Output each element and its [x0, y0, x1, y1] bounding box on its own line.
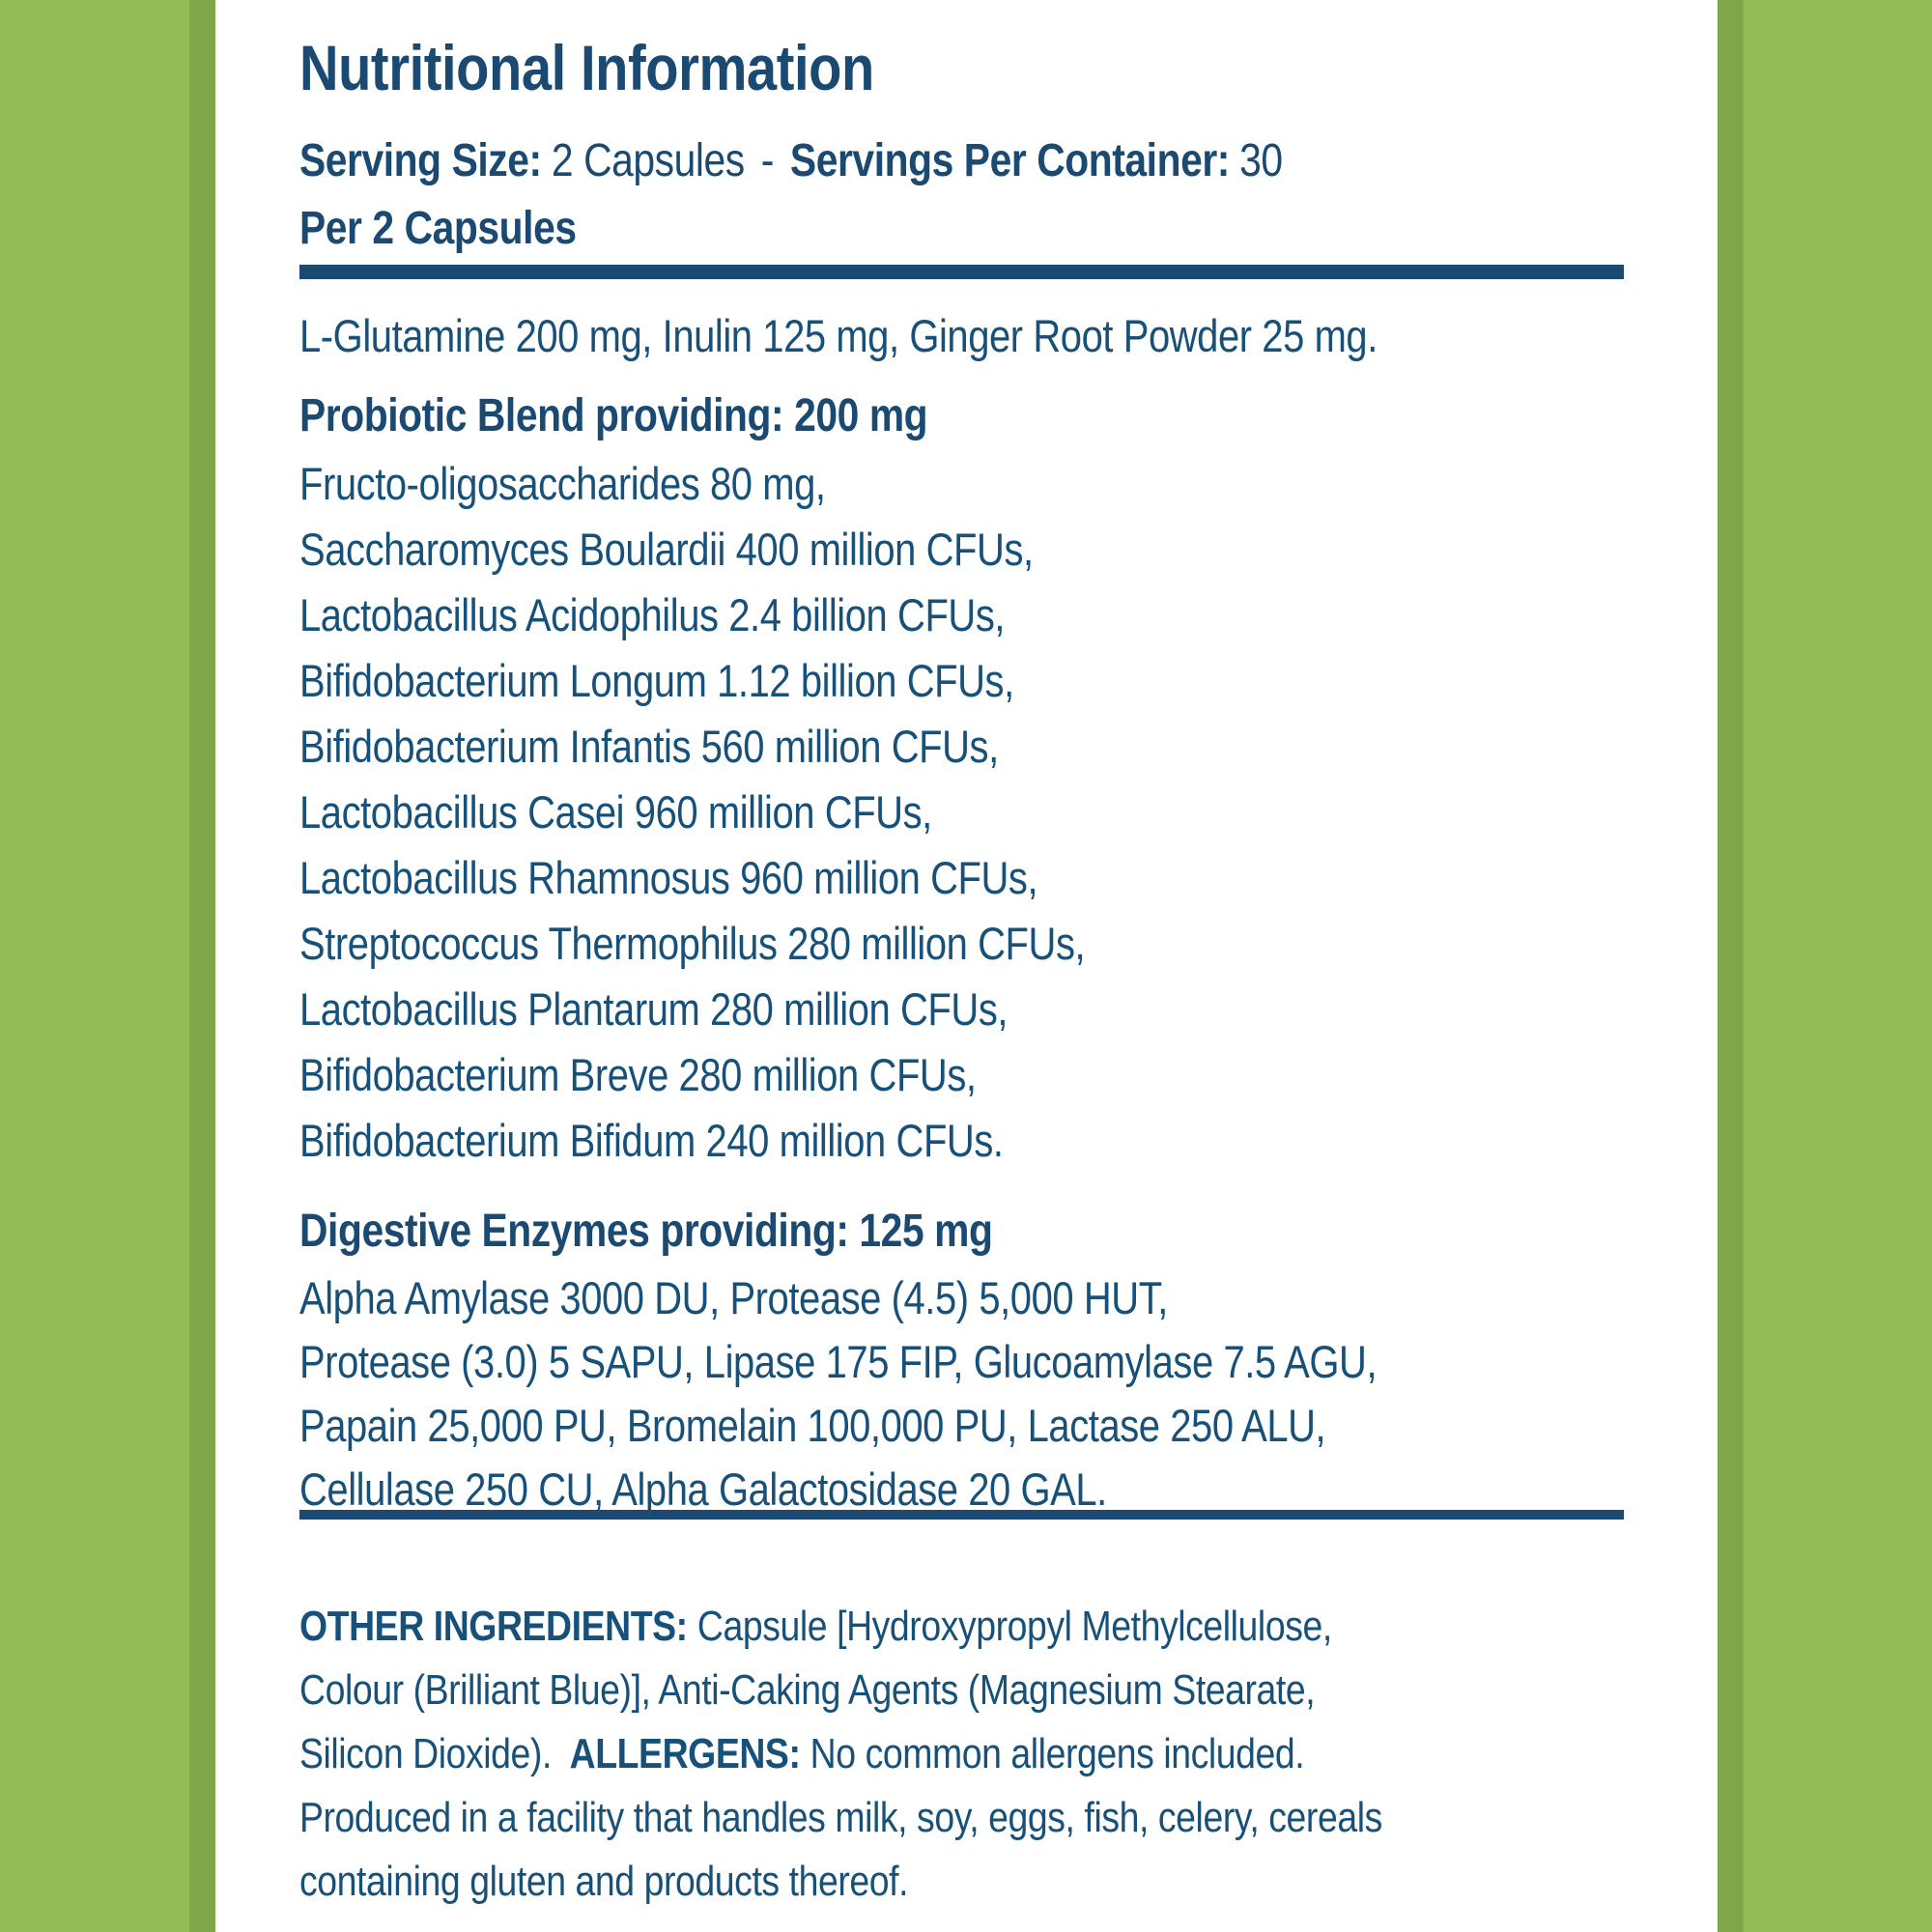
right-green-border — [1718, 0, 1932, 1932]
digestive-enzymes-heading: Digestive Enzymes providing: 125 mg — [299, 1206, 993, 1257]
divider-rule-top — [299, 265, 1624, 279]
probiotic-line: Lactobacillus Casei 960 million CFUs, — [299, 786, 932, 838]
probiotic-line: Bifidobacterium Breve 280 million CFUs, — [299, 1049, 977, 1100]
facility-warning-line: containing gluten and products thereof. — [299, 1858, 909, 1905]
enzyme-line: Alpha Amylase 3000 DU, Protease (4.5) 5,000 HUT, — [299, 1272, 1168, 1323]
probiotic-line: Lactobacillus Rhamnosus 960 million CFUs, — [299, 852, 1038, 903]
other-ingredients-tail: Silicon Dioxide). — [299, 1730, 552, 1777]
facility-warning-line: Produced in a facility that handles milk, soy, eggs, fish, celery, cereals — [299, 1794, 1382, 1841]
label-panel — [215, 0, 1718, 1932]
allergens-label: ALLERGENS: — [569, 1730, 801, 1777]
servings-per-container-value: 30 — [1239, 135, 1283, 186]
enzymes-list — [299, 1266, 1626, 1521]
page-title: Nutritional Information — [299, 32, 874, 103]
per-capsules-line: Per 2 Capsules — [299, 203, 577, 254]
serving-separator: - — [760, 135, 774, 186]
probiotic-line: Lactobacillus Acidophilus 2.4 billion CFUs, — [299, 589, 1006, 640]
other-ingredients-line: Colour (Brilliant Blue)], Anti-Caking Agents (Magnesium Stearate, — [299, 1666, 1316, 1714]
probiotic-line: Bifidobacterium Longum 1.12 billion CFUs, — [299, 655, 1014, 706]
enzyme-line: Protease (3.0) 5 SAPU, Lipase 175 FIP, Glucoamylase 7.5 AGU, — [299, 1336, 1378, 1387]
serving-size-value: 2 Capsules — [551, 135, 745, 186]
enzyme-line: Papain 25,000 PU, Bromelain 100,000 PU, Lactase 250 ALU, — [299, 1400, 1326, 1451]
probiotic-blend-heading: Probiotic Blend providing: 200 mg — [299, 390, 928, 441]
servings-per-container-label: Servings Per Container: — [789, 135, 1230, 186]
serving-info-line — [299, 131, 1427, 191]
allergens-line — [299, 1722, 1427, 1786]
probiotic-line: Bifidobacterium Infantis 560 million CFUs, — [299, 721, 999, 772]
enzyme-line: Cellulase 250 CU, Alpha Galactosidase 20 GAL. — [299, 1463, 1107, 1515]
other-ingredients-line — [299, 1595, 1427, 1659]
base-ingredients-line: L-Glutamine 200 mg, Inulin 125 mg, Ginger Root Powder 25 mg. — [299, 310, 1378, 361]
probiotic-line: Fructo-oligosaccharides 80 mg, — [299, 458, 826, 509]
other-ingredients-text: Capsule [Hydroxypropyl Methylcellulose, — [696, 1603, 1332, 1650]
probiotic-line: Saccharomyces Boulardii 400 million CFUs, — [299, 524, 1034, 575]
other-ingredients-label: OTHER INGREDIENTS: — [299, 1603, 688, 1650]
probiotic-line: Bifidobacterium Bifidum 240 million CFUs. — [299, 1115, 1004, 1166]
allergens-text: No common allergens included. — [810, 1730, 1305, 1777]
left-green-border — [0, 0, 215, 1932]
probiotic-line: Lactobacillus Plantarum 280 million CFUs, — [299, 983, 1009, 1035]
serving-size-label: Serving Size: — [299, 135, 542, 186]
probiotic-line: Streptococcus Thermophilus 280 million CFUs, — [299, 918, 1086, 969]
other-ingredients-block — [299, 1595, 1626, 1914]
probiotic-list — [299, 451, 1626, 1174]
